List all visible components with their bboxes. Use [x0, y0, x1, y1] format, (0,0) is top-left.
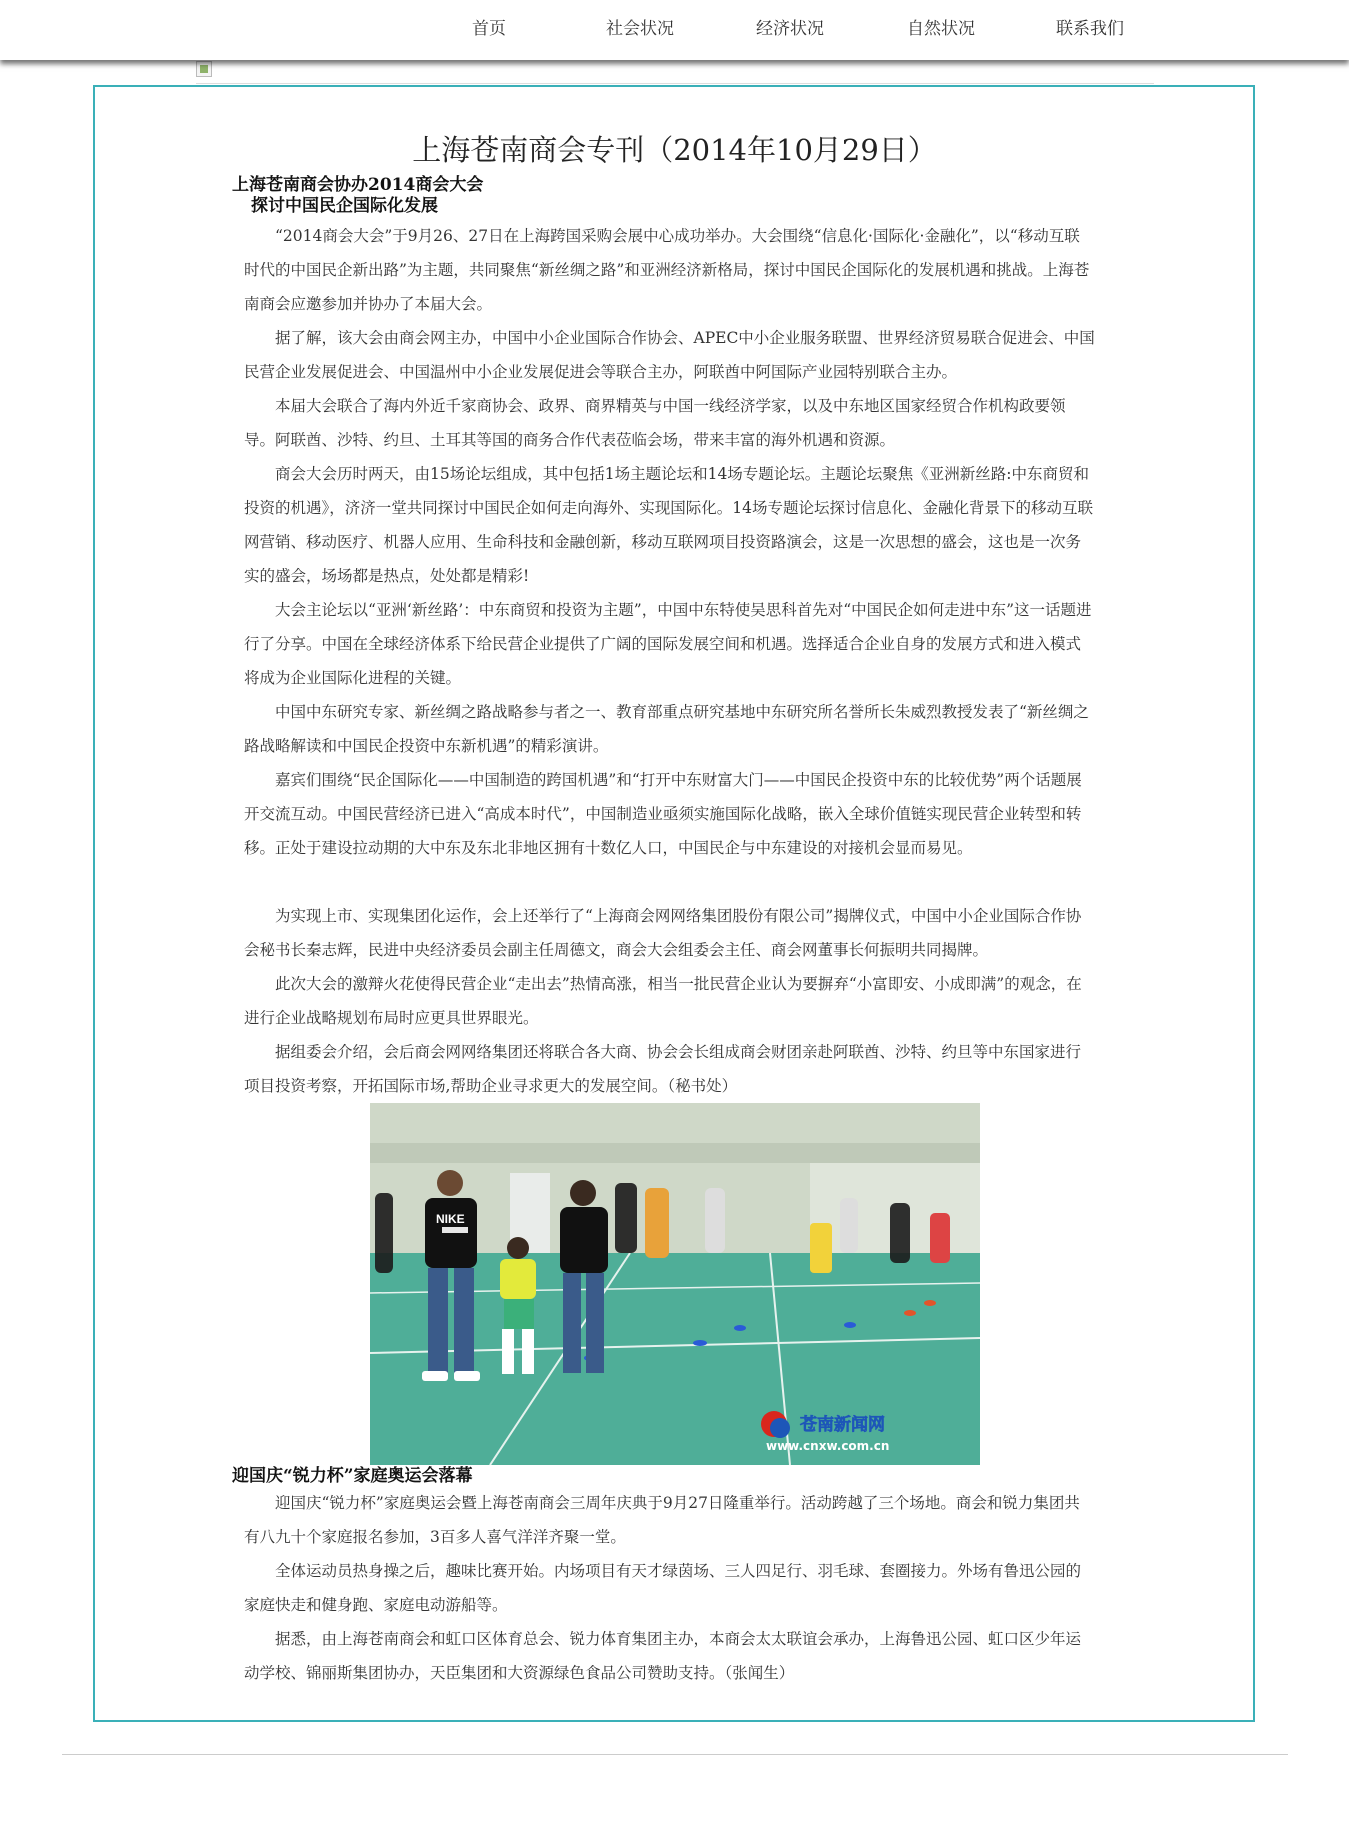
- broken-image-icon: [196, 61, 212, 77]
- article-1-title-line-1: 上海苍南商会协办2014商会大会: [232, 175, 484, 195]
- article-2-paragraph: 据悉，由上海苍南商会和虹口区体育总会、锐力体育集团主办，本商会太太联谊会承办，上海鲁迅公园、虹口区少年运动学校、锦丽斯集团协办，天臣集团和大资源绿色食品公司赞助支持。（张闻生）: [244, 1630, 1082, 1682]
- nav-natural-status[interactable]: 自然状况: [907, 19, 975, 39]
- article-2-paragraph: 迎国庆“锐力杯”家庭奥运会暨上海苍南商会三周年庆典于9月27日隆重举行。活动跨越了三个场地。商会和锐力集团共有八九十个家庭报名参加，3百多人喜气洋洋齐聚一堂。: [244, 1494, 1080, 1546]
- divider: [196, 83, 1154, 84]
- footer-divider: [62, 1754, 1288, 1755]
- nav-social-status[interactable]: 社会状况: [606, 19, 674, 39]
- article-1-paragraph: 商会大会历时两天，由15场论坛组成，其中包括1场主题论坛和14场专题论坛。主题论坛聚焦《亚洲新丝路:中东商贸和投资的机遇》，济济一堂共同探讨中国民企如何走向海外、实现国际化。14场专题论坛探讨信息化、金融化背景下的移动互联网营销、移动医疗、机器人应用、生命科技和金融创新，移动互联网项目投资路演会，这是一次思想的盛会，这也是一次务实的盛会，场场都是热点，处处都是精彩!: [244, 465, 1093, 585]
- top-navigation: [0, 0, 1349, 60]
- shirt-logo: NIKE: [436, 1212, 465, 1226]
- article-2-title: 迎国庆“锐力杯”家庭奥运会落幕: [232, 1466, 473, 1486]
- photo-watermark-url: www.cnxw.com.cn: [766, 1439, 890, 1453]
- article-1-paragraph: “2014商会大会”于9月26、27日在上海跨国采购会展中心成功举办。大会围绕“信息化·国际化·金融化”，以“移动互联时代的中国民企新出路”为主题，共同聚焦“新丝绸之路”和亚洲经济新格局，探讨中国民企国际化的发展机遇和挑战。上海苍南商会应邀参加并协办了本届大会。: [244, 227, 1090, 313]
- article-1-paragraph: 据了解，该大会由商会网主办，中国中小企业国际合作协会、APEC中小企业服务联盟、世界经济贸易联合促进会、中国民营企业发展促进会、中国温州中小企业发展促进会等联合主办，阿联酋中阿国际产业园特别联合主办。: [244, 329, 1095, 381]
- nav-economic-status[interactable]: 经济状况: [756, 19, 824, 39]
- article-1-paragraph: 大会主论坛以“亚洲‘新丝路’：中东商贸和投资为主题”，中国中东特使吴思科首先对“中国民企如何走进中东”这一话题进行了分享。中国在全球经济体系下给民营企业提供了广阔的国际发展空间和机遇。选择适合企业自身的发展方式和进入模式将成为企业国际化进程的关键。: [244, 601, 1092, 687]
- nav-contact-us[interactable]: 联系我们: [1056, 19, 1124, 39]
- family-games-photo: [370, 1103, 980, 1465]
- article-1-paragraph: 嘉宾们围绕“民企国际化——中国制造的跨国机遇”和“打开中东财富大门——中国民企投资中东的比较优势”两个话题展开交流互动。中国民营经济已进入“高成本时代”，中国制造业亟须实施国际化战略，嵌入全球价值链实现民营企业转型和转移。正处于建设拉动期的大中东及东北非地区拥有十数亿人口，中国民企与中东建设的对接机会显而易见。: [244, 771, 1082, 857]
- article-1-paragraph: 据组委会介绍，会后商会网网络集团还将联合各大商、协会会长组成商会财团亲赴阿联酋、沙特、约旦等中东国家进行项目投资考察，开拓国际市场,帮助企业寻求更大的发展空间。（秘书处）: [244, 1043, 1082, 1095]
- article-1-paragraph: 为实现上市、实现集团化运作，会上还举行了“上海商会网网络集团股份有限公司”揭牌仪式，中国中小企业国际合作协会秘书长秦志辉，民进中央经济委员会副主任周德文，商会大会组委会主任、商会网董事长何振明共同揭牌。: [244, 907, 1082, 959]
- nav-home[interactable]: 首页: [472, 19, 506, 39]
- article-1-title-line-2: 探讨中国民企国际化发展: [251, 196, 438, 216]
- article-1-paragraph: 此次大会的激辩火花使得民营企业“走出去”热情高涨，相当一批民营企业认为要摒弃“小富即安、小成即满”的观念，在进行企业战略规划布局时应更具世界眼光。: [244, 975, 1082, 1027]
- article-1-paragraph: 中国中东研究专家、新丝绸之路战略参与者之一、教育部重点研究基地中东研究所名誉所长朱威烈教授发表了“新丝绸之路战略解读和中国民企投资中东新机遇”的精彩演讲。: [244, 703, 1089, 755]
- photo-watermark-brand: 苍南新闻网: [800, 1415, 885, 1435]
- page-title: 上海苍南商会专刊（2014年10月29日）: [412, 133, 937, 167]
- article-1-paragraph: 本届大会联合了海内外近千家商协会、政界、商界精英与中国一线经济学家，以及中东地区国家经贸合作机构政要领导。阿联酋、沙特、约旦、土耳其等国的商务合作代表莅临会场，带来丰富的海外机遇和资源。: [244, 397, 1066, 449]
- article-2-paragraph: 全体运动员热身操之后，趣味比赛开始。内场项目有天才绿茵场、三人四足行、羽毛球、套圈接力。外场有鲁迅公园的家庭快走和健身跑、家庭电动游船等。: [244, 1562, 1082, 1614]
